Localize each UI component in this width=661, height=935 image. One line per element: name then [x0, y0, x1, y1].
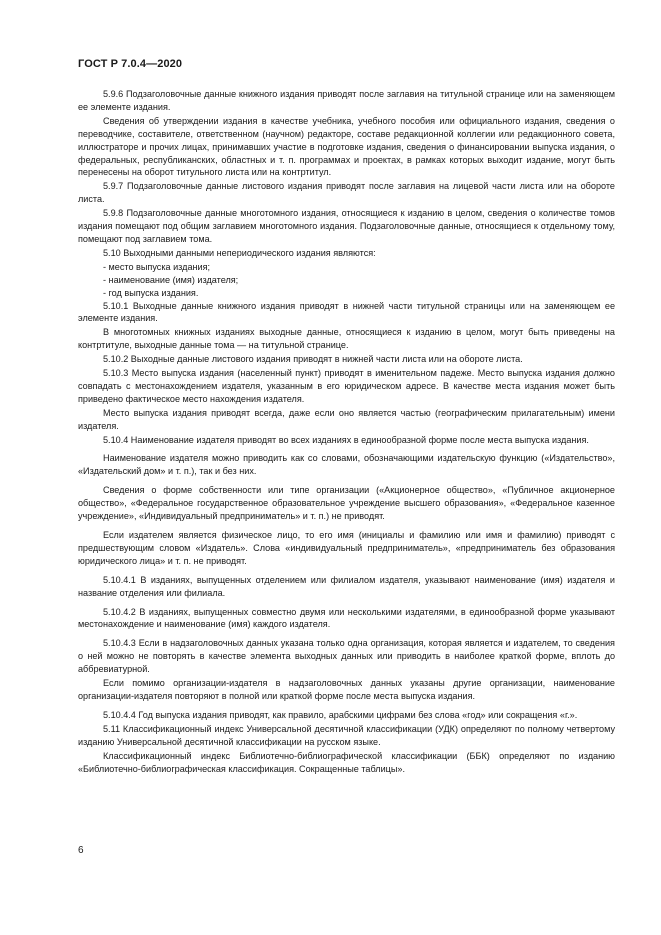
paragraph-5-10-3: 5.10.3 Место выпуска издания (населенный пункт) приводят в именительном падеже. Место выпуска издания должно совпадать с местонахождением издателя, указанным в его юридическом адресе. В качестве места издания может быть приведено фактическое место нахождения издателя. — [78, 368, 615, 404]
paragraph: Если помимо организации-издателя в надзаголовочных данных указаны другие организации, наименование организации-издателя повторяют в полной или краткой форме после места выпуска издания. — [78, 678, 615, 701]
list-item: - место выпуска издания; — [103, 261, 211, 272]
paragraph-5-11: 5.11 Классификационный индекс Универсальной десятичной классификации (УДК) определяют по полному четвертому изданию Универсальной десятичной классификации на русском языке. — [78, 723, 615, 747]
paragraph-5-10-4-4: 5.10.4.4 Год выпуска издания приводят, как правило, арабскими цифрами без слова «год» или сокращения «г.». — [103, 709, 578, 720]
paragraph: В многотомных книжных изданиях выходные данные, относящиеся к изданию в целом, могут быть приведены на контртитуле, выходные данные тома — на титульной странице. — [78, 327, 615, 351]
paragraph-5-10-1: 5.10.1 Выходные данные книжного издания приводят в нижней части титульной страницы или на заменяющем ее элементе издания. — [78, 300, 615, 324]
paragraph-5-10-4-1: 5.10.4.1 В изданиях, выпущенных отделением или филиалом издателя, указывают наименование (имя) издателя и название отделения или филиала. — [78, 574, 615, 598]
paragraph-5-10-4-3: 5.10.4.3 Если в надзаголовочных данных указана только одна организация, которая является и издателем, то сведения о ней можно не повторять в качестве элемента выходных данных или приводить в наиболее краткой форме, вплоть до аббревиатурной. — [78, 638, 615, 675]
paragraph: Место выпуска издания приводят всегда, даже если оно является частью (географическим прилагательным) имени издателя. — [78, 407, 615, 431]
paragraph: Классификационный индекс Библиотечно-библиографической классификации (ББК) определяют по изданию «Библиотечно-библиографическая классификация. Сокращенные таблицы». — [78, 750, 615, 774]
paragraph: Сведения о форме собственности или типе организации («Акционерное общество», «Публичное акционерное общество», «Федеральное государственное образовательное учреждение высшего образования», «Федеральное казенное учреждение», «Индивидуальный предприниматель» и т. п.) не приводят. — [78, 485, 615, 522]
paragraph-5-10-2: 5.10.2 Выходные данные листового издания приводят в нижней части листа или на обороте листа. — [103, 354, 523, 365]
paragraph-5-10: 5.10 Выходными данными непериодического издания являются: — [103, 247, 376, 258]
list-item: - год выпуска издания. — [103, 287, 199, 298]
paragraph-5-10-4: 5.10.4 Наименование издателя приводят во всех изданиях в единообразной форме после места выпуска издания. — [103, 434, 589, 445]
paragraph: Наименование издателя можно приводить как со словами, обозначающими издательскую функцию («Издательство», «Издательский дом» и т. п.), так и без них. — [78, 453, 615, 477]
page-number: 6 — [78, 845, 84, 856]
paragraph: Если издателем является физическое лицо, то его имя (инициалы и фамилию или имя и фамилию) приводят с предшествующим словом «Издатель». Слова «индивидуальный предприниматель», «предприниматель без образования юридического лица» и т. п. не приводят. — [78, 530, 615, 566]
paragraph-5-9-7: 5.9.7 Подзаголовочные данные листового издания приводят после заглавия на лицевой части листа или на обороте листа. — [78, 181, 615, 205]
document-body — [78, 88, 615, 776]
paragraph-5-9-8: 5.9.8 Подзаголовочные данные многотомного издания, относящиеся к изданию в целом, сведения о количестве томов издания помещают под общим заглавием многотомного издания. Подзаголовочные данные, относящиеся к отдельному тому, помещают под заглавием тома. — [78, 208, 615, 244]
document-header: ГОСТ Р 7.0.4—2020 — [78, 58, 183, 70]
list-item: - наименование (имя) издателя; — [103, 274, 239, 285]
paragraph-5-9-6: 5.9.6 Подзаголовочные данные книжного издания приводят после заглавия на титульной странице или на заменяющем ее элементе издания. — [78, 89, 615, 112]
paragraph: Сведения об утверждении издания в качестве учебника, учебного пособия или официального издания, сведения о переводчике, составителе, ответственном (научном) редакторе, составе редакционной коллегии или редакционного совета, иллюстраторе и прочих лицах, принимавших участие в подготовке издания, сведения о финансировании выпуска издания, о федеральных, республиканских, областных и т. п. программах и проектах, в рамках которых выходит издание, могут быть перенесены на оборот титульного листа или на контртитул. — [78, 115, 615, 178]
paragraph-5-10-4-2: 5.10.4.2 В изданиях, выпущенных совместно двумя или несколькими издателями, в единообразной форме указывают местонахождение и наименование (имя) каждого издателя. — [78, 606, 615, 630]
